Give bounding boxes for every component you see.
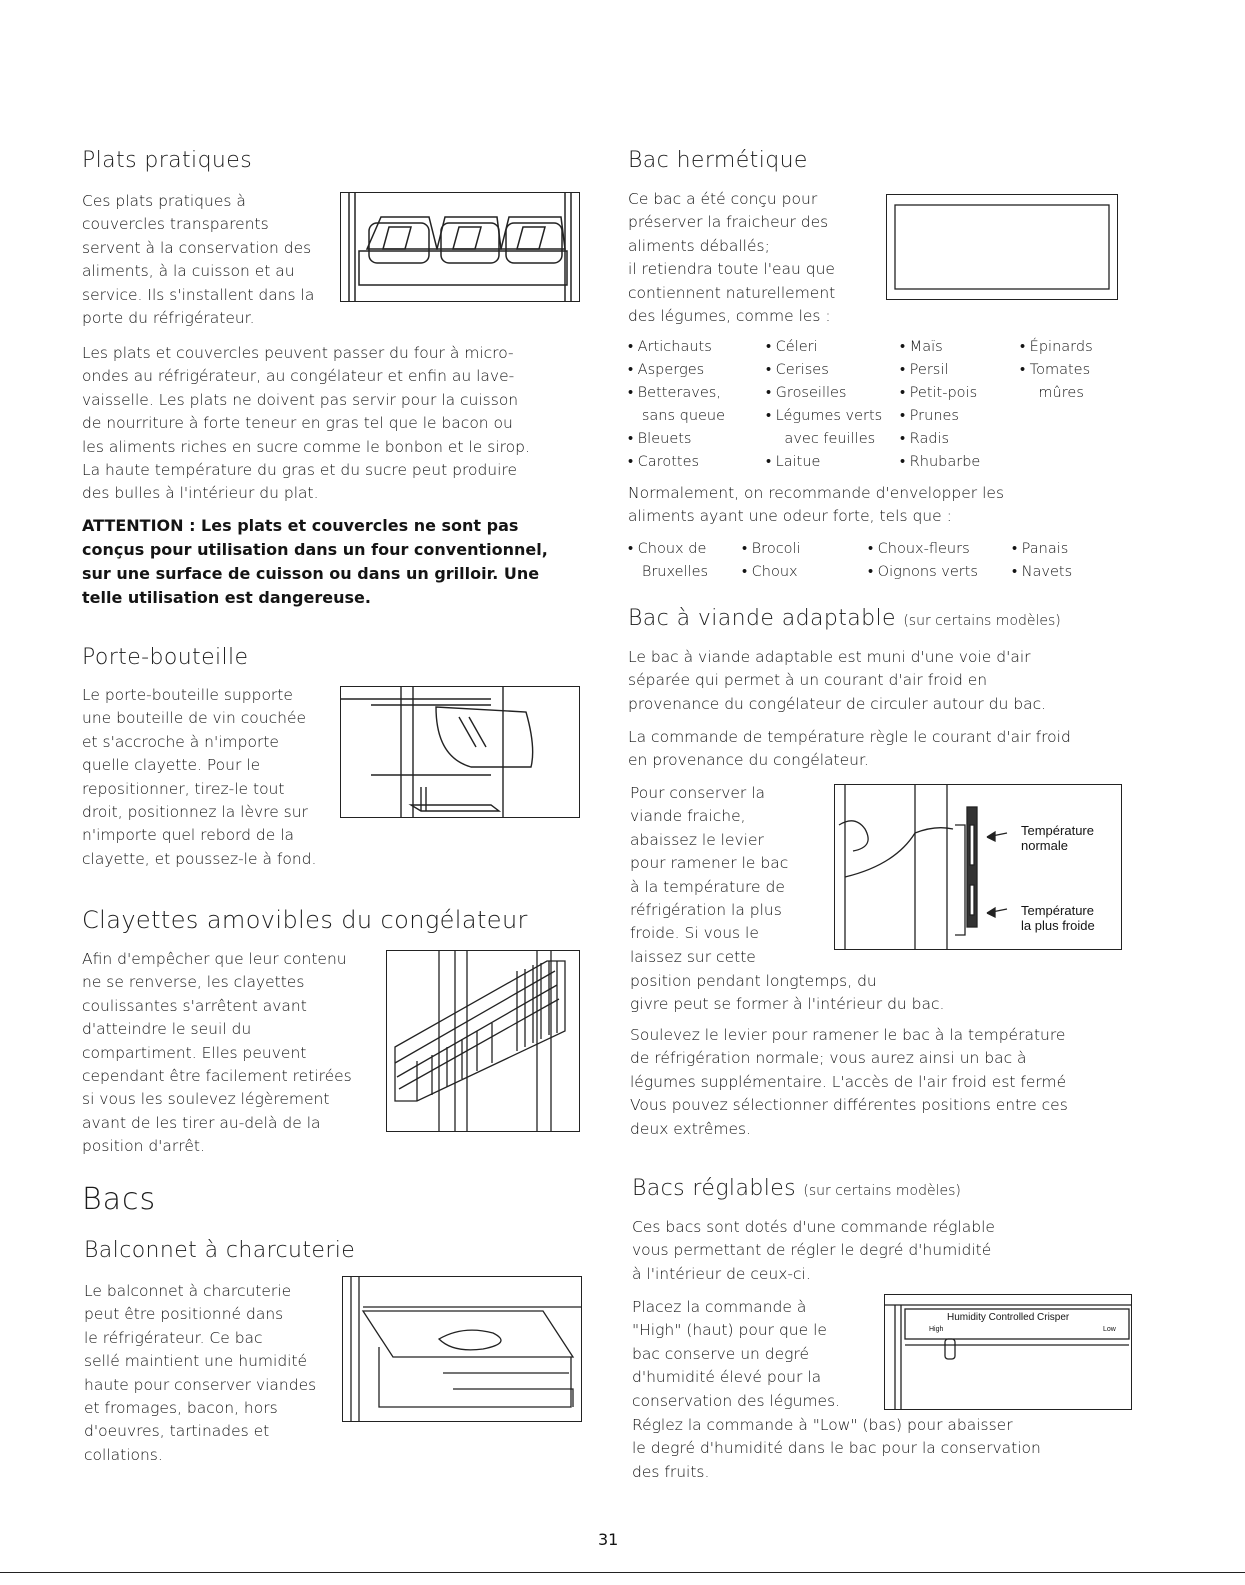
reglables-text-1: Ces bacs sont dotés d'une commande réglable vous permettant de régler le degré d'humidité à l'intérieur de ceux-ci. xyxy=(632,1218,995,1283)
plats-illustration xyxy=(340,192,580,302)
vegetable-list-col-2: • Céleri • Cerises • Groseilles • Légumes verts avec feuilles • Laitue xyxy=(766,339,883,470)
wrap-list-col-3: • Choux-fleurs • Oignons verts xyxy=(868,541,978,580)
plats-text: Ces plats pratiques à couvercles transparents servent à la conservation des aliments, à la cuisson et au service. Ils s'installent dans la porte du réfrigérateur. xyxy=(82,192,315,328)
hermetique-text: Ce bac a été conçu pour préserver la fraicheur des aliments déballés; il retiendra toute l'eau que contiennent naturellement des légumes, comme les : xyxy=(628,190,836,326)
porte-bouteille-text: Le porte-bouteille supporte une bouteille de vin couchée et s'accroche à n'importe quelle clayette. Pour le repositionner, tirez-le tout droit, positionnez la lèvre sur n'importe quel rebord de la clayette, et poussez-le à fond. xyxy=(82,686,317,868)
hermetique-illustration xyxy=(886,194,1118,300)
hermetique-title: Bac hermétique xyxy=(628,148,808,173)
vegetable-list-col-1: • Artichauts • Asperges • Betteraves, sans queue • Bleuets • Carottes xyxy=(628,339,726,470)
label-temperature-plus-froide: Température la plus froide xyxy=(1021,903,1095,933)
bottom-rule xyxy=(0,1572,1245,1573)
viande-title-note: (sur certains modèles) xyxy=(903,613,1061,629)
clayettes-illustration xyxy=(386,950,580,1132)
balconnet-title: Balconnet à charcuterie xyxy=(84,1238,356,1263)
vegetable-list-col-3: • Maïs • Persil • Petit-pois • Prunes • Radis • Rhubarbe xyxy=(900,339,981,470)
humidity-panel-high: High xyxy=(929,1326,944,1333)
viande-text-2: La commande de température règle le courant d'air froid en provenance du congélateur. xyxy=(628,728,1071,770)
clayettes-title: Clayettes amovibles du congélateur xyxy=(82,906,528,934)
bacs-heading: Bacs xyxy=(82,1182,157,1217)
humidity-panel-low: Low xyxy=(1103,1326,1116,1333)
humidity-panel-title: Humidity Controlled Crisper xyxy=(947,1312,1070,1323)
viande-text-5: Soulevez le levier pour ramener le bac à la température de réfrigération normale; vous aurez ainsi un bac à légumes supplémentaire. L'accès de l'air froid est fermé Vous pouvez sélectionner différentes positions entre ces deux extrêmes. xyxy=(630,1026,1068,1138)
viande-title xyxy=(628,606,1061,631)
wrap-list-col-1: • Choux de Bruxelles xyxy=(628,541,709,580)
humidity-control-illustration xyxy=(884,1294,1132,1410)
viande-lever-illustration xyxy=(834,784,1122,950)
label-temperature-normale: Température normale xyxy=(1021,823,1094,853)
plats-title: Plats pratiques xyxy=(82,148,253,173)
wrap-list-col-2: • Brocoli • Choux xyxy=(742,541,801,580)
reglables-title-note: (sur certains modèles) xyxy=(803,1183,961,1199)
reglables-text-3: Réglez la commande à "Low" (bas) pour abaisser le degré d'humidité dans le bac pour la conservation des fruits. xyxy=(632,1416,1041,1481)
clayettes-text: Afin d'empêcher que leur contenu ne se renverse, les clayettes coulissantes s'arrêtent avant d'atteindre le seuil du compartiment. Elles peuvent cependant être facilement retirées si vous les soulevez légèrement avant de les tirer au-delà de la position d'arrêt. xyxy=(82,950,352,1156)
porte-bouteille-illustration xyxy=(340,686,580,818)
balconnet-text: Le balconnet à charcuterie peut être positionné dans le réfrigérateur. Ce bac sellé maintient une humidité haute pour conserver viandes et fromages, bacon, hors d'oeuvres, tartinades et collations. xyxy=(84,1282,317,1464)
plats-text-2: Les plats et couvercles peuvent passer du four à micro- ondes au réfrigérateur, au congélateur et enfin au lave- vaisselle. Les plats ne doivent pas servir pour la cuisson de nourriture à forte teneur en gras tel que le bacon ou les aliments riches en sucre comme le bonbon et le sirop. La haute température du gras et du sucre peut produire des bulles à l'intérieur du plat. xyxy=(82,344,530,503)
viande-title-text: Bac à viande adaptable xyxy=(628,606,896,631)
reglables-text-2: Placez la commande à "High" (haut) pour que le bac conserve un degré d'humidité élevé pour la conservation des légumes. xyxy=(632,1298,841,1410)
hermetique-text-2: Normalement, on recommande d'envelopper les aliments ayant une odeur forte, tels que : xyxy=(628,484,1005,526)
viande-text-1: Le bac à viande adaptable est muni d'une voie d'air séparée qui permet à un courant d'air froid en provenance du congélateur de circuler autour du bac. xyxy=(628,648,1047,713)
reglables-title xyxy=(632,1176,961,1201)
reglables-title-text: Bacs réglables xyxy=(632,1176,797,1201)
vegetable-list-col-4: • Épinards • Tomates mûres xyxy=(1020,339,1093,401)
wrap-list-col-4: • Panais • Navets xyxy=(1012,541,1073,580)
plats-warning: ATTENTION : Les plats et couvercles ne sont pas conçus pour utilisation dans un four conventionnel, sur une surface de cuisson ou dans un grilloir. Une telle utilisation est dangereuse. xyxy=(82,516,548,607)
porte-bouteille-title: Porte-bouteille xyxy=(82,645,249,670)
viande-text-4: position pendant longtemps, du givre peut se former à l'intérieur du bac. xyxy=(630,972,945,1014)
page-number: 31 xyxy=(598,1530,619,1549)
viande-text-3: Pour conserver la viande fraiche, abaissez le levier pour ramener le bac à la température de réfrigération la plus froide. Si vous le laissez sur cette xyxy=(630,784,789,966)
balconnet-illustration xyxy=(342,1276,582,1422)
